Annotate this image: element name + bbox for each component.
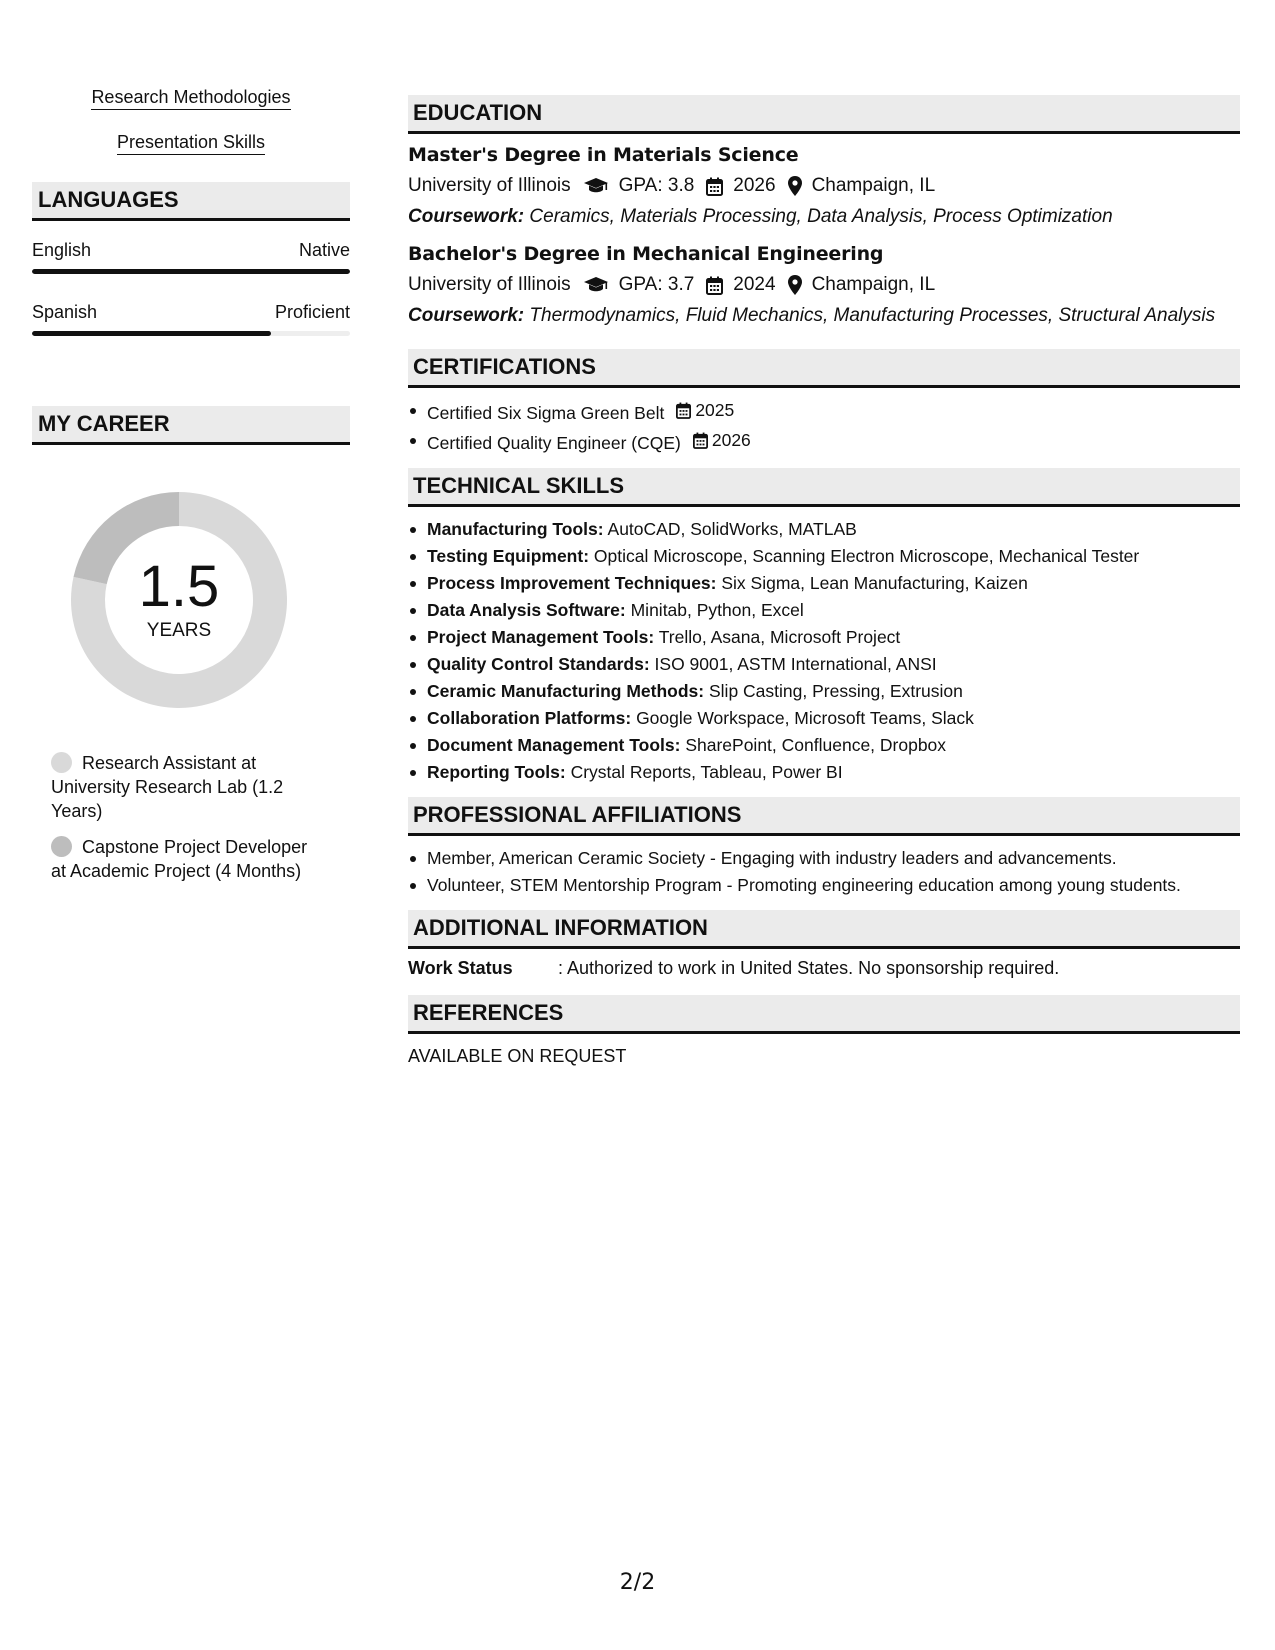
career-legend-item: Research Assistant at University Research Lab (1.2 Years) bbox=[51, 753, 284, 821]
career-total-unit: YEARS bbox=[146, 620, 212, 641]
language-name: Spanish bbox=[32, 302, 98, 322]
affiliations-list bbox=[408, 845, 1240, 899]
list-item: Process Improvement Techniques: Six Sigma, Lean Manufacturing, Kaizen bbox=[408, 570, 1240, 597]
list-item: Ceramic Manufacturing Methods: Slip Casting, Pressing, Extrusion bbox=[408, 678, 1240, 705]
references-heading: REFERENCES bbox=[408, 995, 1240, 1034]
language-name: English bbox=[32, 240, 92, 260]
legend-dot-icon bbox=[51, 752, 72, 773]
skill-item: Research Methodologies bbox=[32, 86, 350, 110]
list-item: Certified Quality Engineer (CQE) 2026 bbox=[408, 427, 1240, 457]
calendar-icon bbox=[706, 177, 723, 196]
career-legend-item: Capstone Project Developer at Academic Project (4 Months) bbox=[51, 837, 308, 881]
list-item: Testing Equipment: Optical Microscope, Scanning Electron Microscope, Mechanical Tester bbox=[408, 543, 1240, 570]
degree-title: Bachelor's Degree in Mechanical Engineering bbox=[408, 243, 884, 265]
list-item: Reporting Tools: Crystal Reports, Tableau, Power BI bbox=[408, 759, 1240, 786]
right-column bbox=[408, 95, 1240, 1068]
language-proficiency-fill bbox=[32, 269, 350, 274]
calendar-icon bbox=[676, 402, 691, 419]
education-item bbox=[408, 143, 1240, 229]
school-location: Champaign, IL bbox=[811, 175, 936, 196]
list-item: Certified Six Sigma Green Belt 2025 bbox=[408, 397, 1240, 427]
certifications-heading: CERTIFICATIONS bbox=[408, 349, 1240, 388]
list-item: Document Management Tools: SharePoint, Confluence, Dropbox bbox=[408, 732, 1240, 759]
references-text: AVAILABLE ON REQUEST bbox=[408, 1046, 627, 1066]
language-proficiency-bar bbox=[32, 331, 350, 336]
graduation-year: 2026 bbox=[733, 175, 776, 196]
list-item: Volunteer, STEM Mentorship Program - Promoting engineering education among young students. bbox=[408, 872, 1240, 899]
school-name: University of Illinois bbox=[408, 274, 571, 295]
education-item bbox=[408, 242, 1240, 328]
map-pin-icon bbox=[788, 275, 802, 295]
list-item: Project Management Tools: Trello, Asana, Microsoft Project bbox=[408, 624, 1240, 651]
languages-heading: LANGUAGES bbox=[32, 182, 350, 221]
graduation-cap-icon bbox=[583, 276, 609, 294]
school-name: University of Illinois bbox=[408, 175, 571, 196]
list-item: Collaboration Platforms: Google Workspace, Microsoft Teams, Slack bbox=[408, 705, 1240, 732]
graduation-cap-icon bbox=[583, 177, 609, 195]
coursework: Coursework: Ceramics, Materials Processing, Data Analysis, Process Optimization bbox=[408, 206, 1113, 227]
work-status-row bbox=[408, 956, 1240, 980]
work-status-label: Work Status bbox=[408, 958, 513, 978]
coursework: Coursework: Thermodynamics, Fluid Mechanics, Manufacturing Processes, Structural Analysis bbox=[408, 305, 1216, 326]
education-heading: EDUCATION bbox=[408, 95, 1240, 134]
career-total-value: 1.5 bbox=[138, 554, 220, 619]
left-column bbox=[32, 86, 350, 895]
technical-skills-list bbox=[408, 516, 1240, 786]
language-level: Native bbox=[298, 240, 350, 260]
additional-info-heading: ADDITIONAL INFORMATION bbox=[408, 910, 1240, 949]
technical-skills-heading: TECHNICAL SKILLS bbox=[408, 468, 1240, 507]
map-pin-icon bbox=[788, 176, 802, 196]
language-english bbox=[32, 239, 350, 274]
list-item: Quality Control Standards: ISO 9001, ASTM International, ANSI bbox=[408, 651, 1240, 678]
career-heading: MY CAREER bbox=[32, 406, 350, 445]
cert-year: 2026 bbox=[711, 430, 751, 450]
page-number: 2/2 bbox=[619, 1570, 656, 1595]
school-location: Champaign, IL bbox=[811, 274, 936, 295]
calendar-icon bbox=[706, 276, 723, 295]
list-item: Member, American Ceramic Society - Engaging with industry leaders and advancements. bbox=[408, 845, 1240, 872]
legend-dot-icon bbox=[51, 836, 72, 857]
cert-year: 2025 bbox=[695, 400, 735, 420]
language-proficiency-bar bbox=[32, 269, 350, 274]
list-item: Data Analysis Software: Minitab, Python, Excel bbox=[408, 597, 1240, 624]
gpa: GPA: 3.8 bbox=[618, 175, 695, 196]
gpa: GPA: 3.7 bbox=[618, 274, 695, 295]
calendar-icon bbox=[693, 432, 708, 449]
affiliations-heading: PROFESSIONAL AFFILIATIONS bbox=[408, 797, 1240, 836]
language-proficiency-fill bbox=[32, 331, 271, 336]
career-donut-chart bbox=[66, 487, 292, 713]
skill-item: Presentation Skills bbox=[32, 131, 350, 155]
language-level: Proficient bbox=[274, 302, 350, 322]
career-legend bbox=[32, 751, 312, 883]
graduation-year: 2024 bbox=[733, 274, 776, 295]
certifications-list bbox=[408, 397, 1240, 457]
degree-title: Master's Degree in Materials Science bbox=[408, 144, 799, 166]
list-item: Manufacturing Tools: AutoCAD, SolidWorks, MATLAB bbox=[408, 516, 1240, 543]
work-status-value: : Authorized to work in United States. No sponsorship required. bbox=[558, 958, 1060, 978]
language-spanish bbox=[32, 301, 350, 336]
